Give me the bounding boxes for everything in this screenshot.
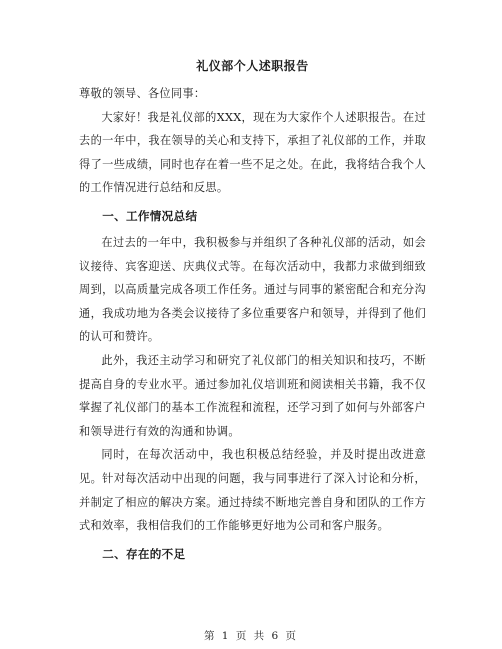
work-summary-paragraph-2: 此外，我还主动学习和研究了礼仪部门的相关知识和技巧，不断提高自身的专业水平。通过参加礼仪培训班和阅读相关书籍，我不仅掌握了礼仪部门的基本工作流程和流程，还学习到了如何与外部客户和领导进行有效的沟通和协调。 [79, 353, 426, 438]
section-heading-shortcomings: 二、存在的不足 [102, 546, 186, 561]
work-summary-paragraph-1: 在过去的一年中，我积极参与并组织了各种礼仪部的活动，如会议接待、宾客迎送、庆典仪式等。在每次活动中，我都力求做到细致周到，以高质量完成各项工作任务。通过与同事的紧密配合和充分沟通，我成功地为各类会议接待了多位重要客户和领导，并得到了他们的认可和赞许。 [79, 235, 426, 344]
document-body [79, 58, 426, 569]
section-heading-work-summary: 一、工作情况总结 [102, 208, 198, 223]
greeting-line: 尊敬的领导、各位同事： [79, 87, 206, 100]
document-title: 礼仪部个人述职报告 [196, 59, 309, 73]
intro-paragraph: 大家好！我是礼仪部的XXX，现在为大家作个人述职报告。在过去的一年中，我在领导的关心和支持下，承担了礼仪部的工作，并取得了一些成绩，同时也存在着一些不足之处。在此，我将结合我个人的工作情况进行总结和反思。 [79, 110, 426, 195]
work-summary-paragraph-3: 同时，在每次活动中，我也积极总结经验，并及时提出改进意见。针对每次活动中出现的问题，我与同事进行了深入讨论和分析，并制定了相应的解决方案。通过持续不断地完善自身和团队的工作方式和效率，我相信我们的工作能够更好地为公司和客户服务。 [79, 448, 426, 533]
page-number-footer: 第 1 页 共 6 页 [203, 630, 299, 642]
